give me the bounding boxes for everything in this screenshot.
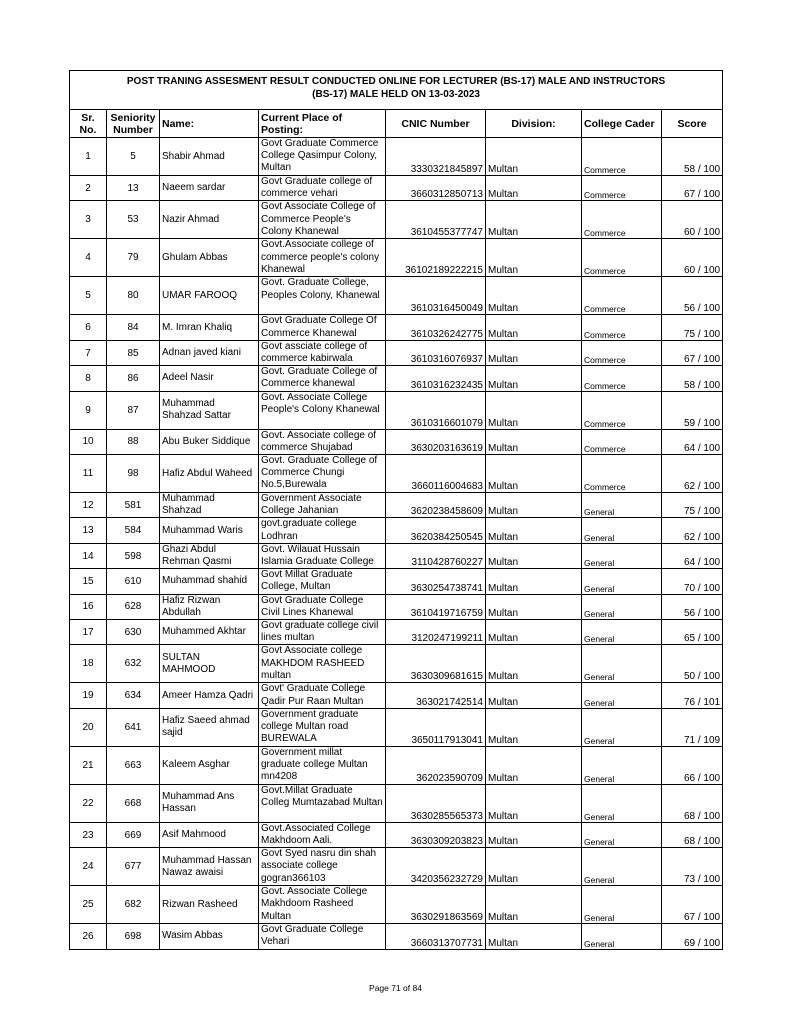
header-cader: College Cader [582,110,662,138]
cnic-cell: 36102189222215 [386,239,486,277]
score-cell: 56 / 100 [662,277,723,315]
table-row [70,569,723,594]
name-cell: Muhammad Waris [160,518,259,543]
name-cell: Ghulam Abbas [160,239,259,277]
table-row [70,886,723,924]
sr-cell: 19 [70,683,107,708]
score-cell: 76 / 101 [662,683,723,708]
sr-cell: 6 [70,315,107,340]
cnic-cell: 3630291863569 [386,886,486,924]
cader-cell: Commerce [582,366,662,391]
sr-cell: 16 [70,594,107,619]
division-cell: Multan [486,340,582,365]
cader-cell: Commerce [582,315,662,340]
score-cell: 68 / 100 [662,784,723,822]
cader-cell: Commerce [582,176,662,201]
seniority-cell: 581 [107,493,160,518]
title-line-2: (BS-17) MALE HELD ON 13-03-2023 [312,89,480,100]
table-row [70,645,723,683]
header-seniority: Seniority Number [107,110,160,138]
cader-cell: Commerce [582,138,662,176]
division-cell: Multan [486,594,582,619]
name-cell: Ameer Hamza Qadri [160,683,259,708]
table-row [70,493,723,518]
cader-cell: Commerce [582,239,662,277]
cader-cell: General [582,493,662,518]
posting-cell: Govt. Associate College Makhdoom Rasheed Multan [259,886,386,924]
score-cell: 73 / 100 [662,848,723,886]
cader-cell: Commerce [582,455,662,493]
seniority-cell: 53 [107,201,160,239]
sr-cell: 4 [70,239,107,277]
header-posting: Current Place of Posting: [259,110,386,138]
seniority-cell: 634 [107,683,160,708]
table-row [70,315,723,340]
posting-cell: Govt Associate College of Commerce People's Colony Khanewal [259,201,386,239]
division-cell: Multan [486,886,582,924]
name-cell: Muhammed Akhtar [160,620,259,645]
table-row [70,391,723,429]
sr-cell: 17 [70,620,107,645]
seniority-cell: 86 [107,366,160,391]
division-cell: Multan [486,746,582,784]
posting-cell: Govt Graduate College Of Commerce Khanewal [259,315,386,340]
cnic-cell: 3610326242775 [386,315,486,340]
sr-cell: 20 [70,708,107,746]
title-line-1: POST TRANING ASSESMENT RESULT CONDUCTED ONLINE FOR LECTURER (BS-17) MALE AND INSTRUCTORS [126,76,666,87]
sr-cell: 15 [70,569,107,594]
cader-cell: General [582,848,662,886]
cnic-cell: 3610419716759 [386,594,486,619]
posting-cell: Govt graduate college civil lines multan [259,620,386,645]
seniority-cell: 5 [107,138,160,176]
table-row [70,594,723,619]
division-cell: Multan [486,176,582,201]
cader-cell: Commerce [582,429,662,454]
page-footer: Page 71 of 84 [369,983,422,993]
division-cell: Multan [486,708,582,746]
table-row [70,822,723,847]
sr-cell: 1 [70,138,107,176]
cader-cell: General [582,543,662,568]
cnic-cell: 3610316076937 [386,340,486,365]
header-name: Name: [160,110,259,138]
sr-cell: 8 [70,366,107,391]
division-cell: Multan [486,518,582,543]
posting-cell: govt.graduate college Lodhran [259,518,386,543]
name-cell: Hafiz Saeed ahmad sajid [160,708,259,746]
name-cell: Wasim Abbas [160,924,259,949]
cader-cell: Commerce [582,201,662,239]
cnic-cell: 3610316601079 [386,391,486,429]
table-row [70,277,723,315]
division-cell: Multan [486,277,582,315]
sr-cell: 26 [70,924,107,949]
cader-cell: General [582,594,662,619]
table-row [70,176,723,201]
posting-cell: Govt Graduate college of commerce vehari [259,176,386,201]
name-cell: SULTAN MAHMOOD [160,645,259,683]
sr-cell: 24 [70,848,107,886]
seniority-cell: 598 [107,543,160,568]
name-cell: Ghazi Abdul Rehman Qasmi [160,543,259,568]
name-cell: Hafiz Abdul Waheed [160,455,259,493]
seniority-cell: 698 [107,924,160,949]
cnic-cell: 3660313707731 [386,924,486,949]
division-cell: Multan [486,315,582,340]
posting-cell: Govt Millat Graduate College, Multan [259,569,386,594]
cader-cell: General [582,886,662,924]
sr-cell: 10 [70,429,107,454]
division-cell: Multan [486,138,582,176]
cnic-cell: 362023590709 [386,746,486,784]
score-cell: 60 / 100 [662,201,723,239]
cnic-cell: 3650117913041 [386,708,486,746]
division-cell: Multan [486,201,582,239]
name-cell: Muhammad Shahzad [160,493,259,518]
cnic-cell: 3610316450049 [386,277,486,315]
division-cell: Multan [486,924,582,949]
sr-cell: 23 [70,822,107,847]
sr-cell: 13 [70,518,107,543]
name-cell: Rizwan Rasheed [160,886,259,924]
division-cell: Multan [486,620,582,645]
score-cell: 56 / 100 [662,594,723,619]
score-cell: 62 / 100 [662,455,723,493]
division-cell: Multan [486,366,582,391]
division-cell: Multan [486,429,582,454]
posting-cell: Govt.Associate college of commerce people's colony Khanewal [259,239,386,277]
sr-cell: 7 [70,340,107,365]
table-row [70,201,723,239]
cnic-cell: 3620238458609 [386,493,486,518]
table-row [70,340,723,365]
posting-cell: Government millat graduate college Multan mn4208 [259,746,386,784]
name-cell: Kaleem Asghar [160,746,259,784]
name-cell: UMAR FAROOQ [160,277,259,315]
posting-cell: Govt. Graduate College of Commerce khanewal [259,366,386,391]
seniority-cell: 84 [107,315,160,340]
score-cell: 67 / 100 [662,886,723,924]
score-cell: 67 / 100 [662,340,723,365]
score-cell: 64 / 100 [662,429,723,454]
table-row [70,429,723,454]
division-cell: Multan [486,848,582,886]
seniority-cell: 677 [107,848,160,886]
name-cell: Muhammad shahid [160,569,259,594]
seniority-cell: 584 [107,518,160,543]
cnic-cell: 3660312850713 [386,176,486,201]
score-cell: 68 / 100 [662,822,723,847]
cader-cell: General [582,924,662,949]
seniority-cell: 628 [107,594,160,619]
division-cell: Multan [486,569,582,594]
posting-cell: Govt. Graduate College of Commerce Chungi No.5,Burewala [259,455,386,493]
sr-cell: 9 [70,391,107,429]
name-cell: M. Imran Khaliq [160,315,259,340]
table-row [70,848,723,886]
cader-cell: Commerce [582,277,662,315]
division-cell: Multan [486,239,582,277]
score-cell: 58 / 100 [662,138,723,176]
cader-cell: General [582,620,662,645]
score-cell: 69 / 100 [662,924,723,949]
name-cell: Muhammad Shahzad Sattar [160,391,259,429]
cader-cell: General [582,569,662,594]
score-cell: 66 / 100 [662,746,723,784]
name-cell: Abu Buker Siddique [160,429,259,454]
posting-cell: Govt Graduate College Vehari [259,924,386,949]
cader-cell: General [582,645,662,683]
division-cell: Multan [486,543,582,568]
seniority-cell: 88 [107,429,160,454]
header-division: Division: [486,110,582,138]
score-cell: 67 / 100 [662,176,723,201]
posting-cell: Govt assciate college of commerce kabirwala [259,340,386,365]
cader-cell: General [582,822,662,847]
score-cell: 50 / 100 [662,645,723,683]
name-cell: Muhammad Ans Hassan [160,784,259,822]
sr-cell: 14 [70,543,107,568]
table-row [70,620,723,645]
cnic-cell: 3330321845897 [386,138,486,176]
cnic-cell: 3630285565373 [386,784,486,822]
table-row [70,239,723,277]
seniority-cell: 98 [107,455,160,493]
table-row [70,518,723,543]
cnic-cell: 3660116004683 [386,455,486,493]
division-cell: Multan [486,455,582,493]
seniority-cell: 682 [107,886,160,924]
score-cell: 65 / 100 [662,620,723,645]
cnic-cell: 3120247199211 [386,620,486,645]
posting-cell: Govt Associate college MAKHDOM RASHEED multan [259,645,386,683]
seniority-cell: 641 [107,708,160,746]
sr-cell: 12 [70,493,107,518]
cnic-cell: 3630309681615 [386,645,486,683]
name-cell: Muhammad Hassan Nawaz awaisi [160,848,259,886]
cnic-cell: 3610316232435 [386,366,486,391]
sr-cell: 5 [70,277,107,315]
cader-cell: Commerce [582,340,662,365]
seniority-cell: 13 [107,176,160,201]
table-body [70,138,723,950]
score-cell: 70 / 100 [662,569,723,594]
seniority-cell: 632 [107,645,160,683]
score-cell: 64 / 100 [662,543,723,568]
posting-cell: Government graduate college Multan road BUREWALA [259,708,386,746]
sr-cell: 11 [70,455,107,493]
table-row [70,543,723,568]
name-cell: Adeel Nasir [160,366,259,391]
score-cell: 75 / 100 [662,315,723,340]
table-row [70,683,723,708]
score-cell: 59 / 100 [662,391,723,429]
posting-cell: Govt Graduate College Civil Lines Khanewal [259,594,386,619]
sr-cell: 22 [70,784,107,822]
name-cell: Adnan javed kiani [160,340,259,365]
sr-cell: 25 [70,886,107,924]
division-cell: Multan [486,822,582,847]
cnic-cell: 3630203163619 [386,429,486,454]
name-cell: Naeem sardar [160,176,259,201]
cnic-cell: 3630254738741 [386,569,486,594]
posting-cell: Govt.Millat Graduate Colleg Mumtazabad Multan [259,784,386,822]
posting-cell: Govt Graduate Commerce College Qasimpur Colony, Multan [259,138,386,176]
table-row [70,708,723,746]
posting-cell: Govt Syed nasru din shah associate college gogran366103 [259,848,386,886]
cnic-cell: 3420356232729 [386,848,486,886]
posting-cell: Government Associate College Jahanian [259,493,386,518]
table-row [70,455,723,493]
posting-cell: Govt. Graduate College, Peoples Colony, Khanewal [259,277,386,315]
seniority-cell: 669 [107,822,160,847]
table-row [70,746,723,784]
seniority-cell: 87 [107,391,160,429]
score-cell: 62 / 100 [662,518,723,543]
posting-cell: Govt' Graduate College Qadir Pur Raan Multan [259,683,386,708]
cader-cell: Commerce [582,391,662,429]
score-cell: 75 / 100 [662,493,723,518]
sr-cell: 3 [70,201,107,239]
sr-cell: 2 [70,176,107,201]
cader-cell: General [582,746,662,784]
posting-cell: Govt. Associate college of commerce Shujabad [259,429,386,454]
table-row [70,366,723,391]
posting-cell: Govt. Associate College People's Colony Khanewal [259,391,386,429]
name-cell: Hafiz Rizwan Abdullah [160,594,259,619]
seniority-cell: 85 [107,340,160,365]
division-cell: Multan [486,391,582,429]
cader-cell: General [582,784,662,822]
posting-cell: Govt.Associated College Makhdoom Aali. [259,822,386,847]
table-row [70,138,723,176]
seniority-cell: 80 [107,277,160,315]
seniority-cell: 668 [107,784,160,822]
cader-cell: General [582,708,662,746]
posting-cell: Govt. Wilauat Hussain Islamia Graduate College [259,543,386,568]
name-cell: Asif Mahmood [160,822,259,847]
seniority-cell: 610 [107,569,160,594]
division-cell: Multan [486,784,582,822]
seniority-cell: 79 [107,239,160,277]
seniority-cell: 663 [107,746,160,784]
division-cell: Multan [486,645,582,683]
table-row [70,924,723,949]
results-table [69,70,723,950]
division-cell: Multan [486,493,582,518]
header-cnic: CNIC Number [386,110,486,138]
sr-cell: 21 [70,746,107,784]
division-cell: Multan [486,683,582,708]
seniority-cell: 630 [107,620,160,645]
header-sr: Sr. No. [70,110,107,138]
header-score: Score [662,110,723,138]
name-cell: Shabir Ahmad [160,138,259,176]
sr-cell: 18 [70,645,107,683]
cnic-cell: 3620384250545 [386,518,486,543]
cnic-cell: 363021742514 [386,683,486,708]
table-title [70,71,723,110]
cnic-cell: 3630309203823 [386,822,486,847]
cader-cell: General [582,683,662,708]
score-cell: 60 / 100 [662,239,723,277]
cader-cell: General [582,518,662,543]
name-cell: Nazir Ahmad [160,201,259,239]
score-cell: 58 / 100 [662,366,723,391]
table-row [70,784,723,822]
cnic-cell: 3110428760227 [386,543,486,568]
score-cell: 71 / 109 [662,708,723,746]
cnic-cell: 3610455377747 [386,201,486,239]
